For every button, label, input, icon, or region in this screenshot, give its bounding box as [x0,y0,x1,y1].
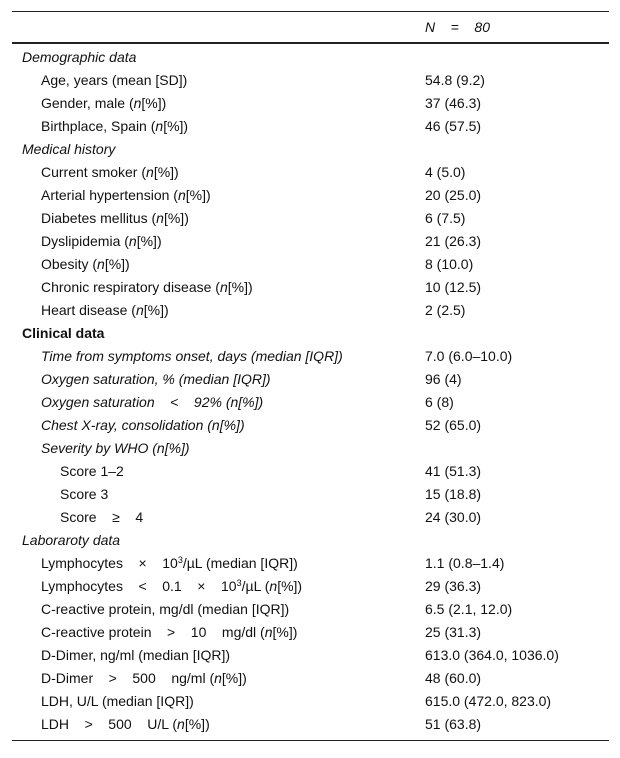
section-heading [12,529,609,552]
row-value: 20 (25.0) [425,187,482,203]
row-label-unit: /µL (n[%]) [241,578,303,594]
row-label-unit: /µL (median [IQR]) [182,555,298,571]
row-value: 8 (10.0) [425,256,474,272]
sample-size-header: N = 80 [425,19,490,35]
row-label [41,575,302,598]
section-heading-label: Laboraroty data [22,532,121,548]
characteristics-table [12,11,609,741]
row-value: 29 (36.3) [425,578,482,594]
row-value: 46 (57.5) [425,118,482,134]
row-value: 52 (65.0) [425,417,482,433]
row-label: Current smoker (n[%]) [41,164,179,180]
table-row [12,345,609,368]
table-row [12,391,609,414]
row-label: D-Dimer > 500 ng/ml (n[%]) [41,670,247,686]
row-value: 41 (51.3) [425,463,482,479]
row-label: Oxygen saturation < 92% (n[%]) [41,394,264,410]
row-label: Obesity (n[%]) [41,256,130,272]
row-value: 21 (26.3) [425,233,482,249]
row-value: 37 (46.3) [425,95,482,111]
table-row [12,644,609,667]
row-value: 96 (4) [425,371,462,387]
row-value: 51 (63.8) [425,716,482,732]
table-row [12,437,609,460]
row-value: 6 (8) [425,394,454,410]
row-label: Time from symptoms onset, days (median [IQR]) [41,348,343,364]
row-label: Gender, male (n[%]) [41,95,167,111]
table-bottom-rule [12,740,609,741]
section-heading [12,138,609,161]
table-row [12,483,609,506]
row-label: Chest X-ray, consolidation (n[%]) [41,417,245,433]
row-value: 1.1 (0.8–1.4) [425,555,505,571]
row-value: 6 (7.5) [425,210,466,226]
row-value: 48 (60.0) [425,670,482,686]
table-row [12,414,609,437]
row-label: Chronic respiratory disease (n[%]) [41,279,253,295]
row-label: Age, years (mean [SD]) [41,72,188,88]
row-label-text: Lymphocytes × 10 [41,555,178,571]
row-label: Diabetes mellitus (n[%]) [41,210,189,226]
row-label-text: Lymphocytes < 0.1 × 10 [41,578,237,594]
row-label: Score 3 [60,486,109,502]
row-value: 25 (31.3) [425,624,482,640]
row-label: Arterial hypertension (n[%]) [41,187,211,203]
table-row [12,161,609,184]
row-label: Score 1–2 [60,463,124,479]
table-row [12,276,609,299]
table-row [12,460,609,483]
row-value: 615.0 (472.0, 823.0) [425,693,552,709]
table-row [12,69,609,92]
section-heading-label: Medical history [22,141,116,157]
row-label: Oxygen saturation, % (median [IQR]) [41,371,271,387]
table-body [12,44,609,740]
row-value: 10 (12.5) [425,279,482,295]
row-value: 7.0 (6.0–10.0) [425,348,513,364]
section-heading [12,46,609,69]
row-value: 6.5 (2.1, 12.0) [425,601,513,617]
table-row [12,253,609,276]
row-value: 4 (5.0) [425,164,466,180]
table-row [12,92,609,115]
row-label: Severity by WHO (n[%]) [41,440,190,456]
row-label: Dyslipidemia (n[%]) [41,233,162,249]
row-value: 54.8 (9.2) [425,72,485,88]
section-heading-label: Clinical data [22,325,105,341]
table-row [12,598,609,621]
row-label: Birthplace, Spain (n[%]) [41,118,189,134]
section-heading [12,322,609,345]
table-row [12,713,609,736]
row-label: C-reactive protein, mg/dl (median [IQR]) [41,601,290,617]
table-row [12,299,609,322]
row-label: LDH, U/L (median [IQR]) [41,693,194,709]
table-header-row [12,12,609,42]
table-row [12,368,609,391]
table-row [12,230,609,253]
row-label: C-reactive protein > 10 mg/dl (n[%]) [41,624,298,640]
table-row [12,184,609,207]
row-value: 15 (18.8) [425,486,482,502]
table-row [12,667,609,690]
table-row [12,115,609,138]
table-row [12,690,609,713]
table-row [12,552,609,575]
table-row [12,506,609,529]
row-label [41,552,298,575]
row-label: Heart disease (n[%]) [41,302,169,318]
row-value: 24 (30.0) [425,509,482,525]
table-row [12,575,609,598]
row-value: 613.0 (364.0, 1036.0) [425,647,559,663]
table-row [12,207,609,230]
table-row [12,621,609,644]
row-label-superscript: 3 [177,555,183,565]
section-heading-label: Demographic data [22,49,137,65]
row-label: Score ≥ 4 [60,509,144,525]
row-label-superscript: 3 [236,578,242,588]
row-value: 2 (2.5) [425,302,466,318]
row-label: D-Dimer, ng/ml (median [IQR]) [41,647,231,663]
row-label: LDH > 500 U/L (n[%]) [41,716,210,732]
